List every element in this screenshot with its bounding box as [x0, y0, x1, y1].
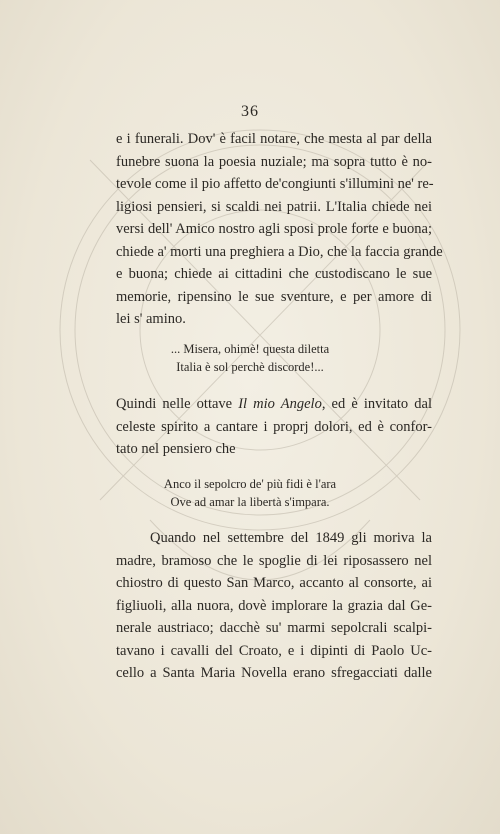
verse-line: ... Misera, ohimè! questa diletta	[170, 342, 330, 356]
text-line: madre, bramoso che le spoglie di lei riposassero nel	[116, 552, 432, 569]
text-line: ligiosi pensieri, si scaldi nei patrii. L'Italia chiede nei	[116, 198, 432, 215]
text-line: tavano i cavalli del Croato, e i dipinti di Paolo Uc-	[116, 642, 432, 659]
text-line: figliuoli, alla nuora, dovè implorare la grazia dal Ge-	[116, 597, 432, 614]
verse-line: Ove ad amar la libertà s'impara.	[170, 495, 330, 509]
paragraph-1	[116, 128, 443, 331]
text-line: e i funerali. Dov' è facil notare, che mesta al par della	[116, 131, 432, 147]
text-line: versi dell' Amico nostro agli sposi prole forte e buona;	[116, 221, 432, 237]
text-line: nerale austriaco; dacchè su' marmi sepolcrali scalpi-	[116, 620, 432, 636]
verse-line: Italia è sol perchè discorde!...	[176, 360, 324, 374]
verse-line: Anco il sepolcro de' più fidi è l'ara	[163, 477, 337, 491]
text-line: tato nel pensiero che	[116, 441, 236, 457]
text-line: e buona; chiede ai cittadini che custodiscano le sue	[116, 266, 432, 282]
text-line: Quando nel settembre del 1849 gli moriva la	[150, 530, 432, 546]
verse-quote-1	[0, 340, 500, 376]
text-line: funebre suona la poesia nuziale; ma sopra tutto è no-	[116, 153, 432, 170]
text-line: chiede a' morti una preghiera a Dio, che la faccia grande	[116, 243, 443, 260]
text-line: cello a Santa Maria Novella erano sfregacciati dalle	[116, 665, 432, 681]
verse-quote-2	[0, 475, 500, 511]
text-line: celeste spirito a cantare i proprj dolori, ed è confor-	[116, 418, 432, 435]
page-number: 36	[241, 103, 259, 120]
text-line: Quindi nelle ottave Il mio Angelo, ed è invitato dal	[116, 396, 432, 412]
poem-title: Il mio Angelo	[238, 396, 322, 412]
text-line: tevole come il pio affetto de'congiunti s'illumini ne' re-	[116, 176, 434, 192]
text-line: memorie, ripensino le sue sventure, e per amore di	[116, 288, 432, 305]
paragraph-2	[116, 393, 432, 461]
text-line: chiostro di questo San Marco, accanto al consorte, ai	[116, 575, 432, 591]
text-line: lei s' amino.	[116, 311, 186, 327]
paragraph-3	[116, 527, 432, 685]
